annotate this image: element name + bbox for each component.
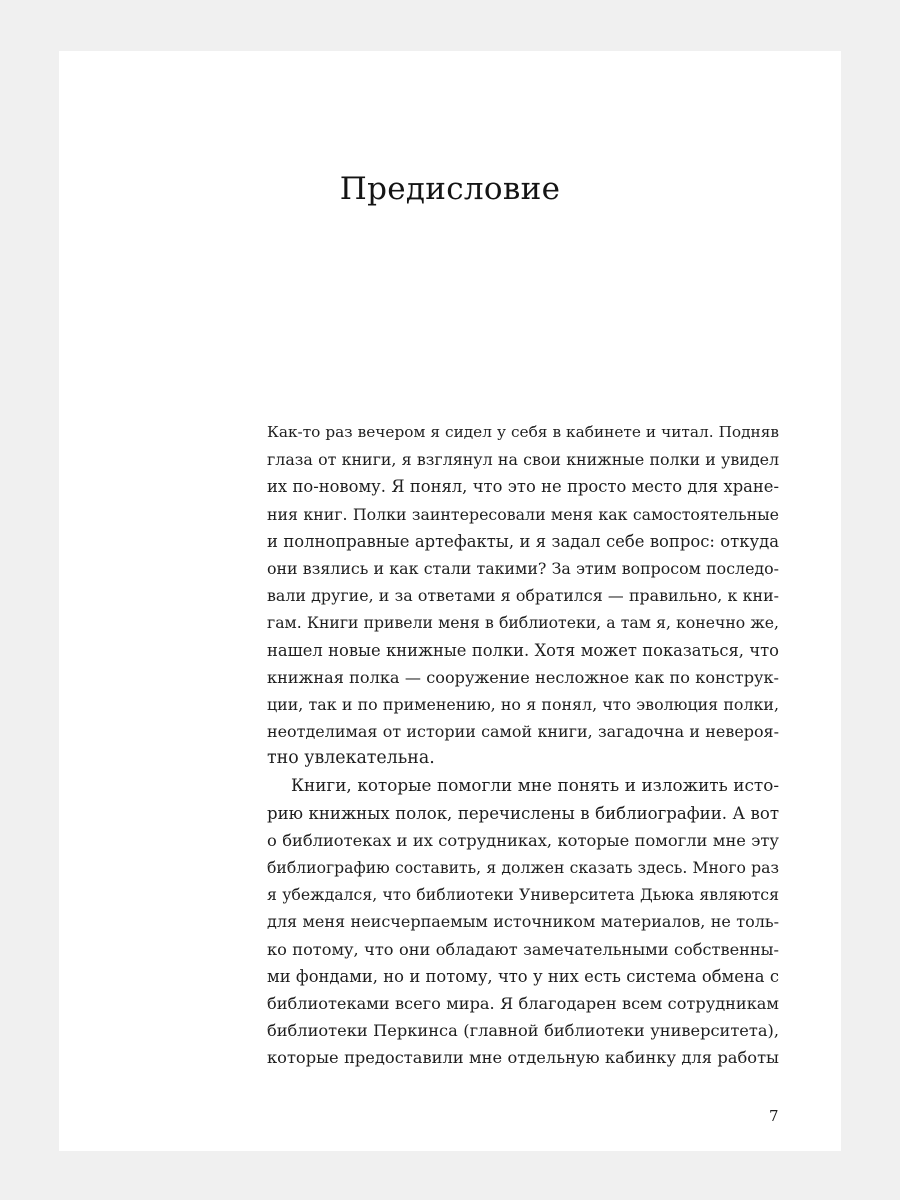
text-line: библиографию составить, я должен сказать здесь. Много раз	[267, 858, 779, 877]
text-line: неотделимая от истории самой книги, загадочна и невероя-	[267, 722, 779, 742]
text-line: библиотеки Перкинса (главной библиотеки университета),	[267, 1021, 779, 1041]
text-line: они взялись и как стали такими? За этим вопросом последо-	[267, 558, 779, 578]
book-page	[59, 51, 841, 1151]
text-line: я убеждался, что библиотеки Университета Дьюка являются	[267, 885, 779, 905]
text-line: глаза от книги, я взглянул на свои книжные полки и увидел	[267, 450, 779, 470]
text-line: которые предоставили мне отдельную кабинку для работы	[267, 1048, 779, 1068]
text-line: о библиотеках и их сотрудниках, которые помогли мне эту	[267, 830, 779, 850]
body-text	[267, 419, 779, 1072]
text-line: тно увлекательна.	[267, 748, 435, 769]
text-line: библиотеками всего мира. Я благодарен всем сотрудникам	[267, 993, 779, 1013]
text-line: ции, так и по применению, но я понял, что эволюция полки,	[267, 694, 779, 714]
text-line: Книги, которые помогли мне понять и изложить исто-	[291, 775, 779, 796]
paragraph-2	[267, 772, 779, 1071]
text-line: книжная полка — сооружение несложное как по конструк-	[267, 667, 779, 687]
text-line: нашел новые книжные полки. Хотя может показаться, что	[267, 640, 779, 660]
text-line: Как-то раз вечером я сидел у себя в кабинете и читал. Подняв	[267, 423, 779, 441]
paragraph-1	[267, 419, 779, 772]
text-line: ко потому, что они обладают замечательными собственны-	[267, 939, 779, 959]
text-line: ния книг. Полки заинтересовали меня как самостоятельные	[267, 504, 779, 524]
chapter-title: Предисловие	[339, 171, 561, 207]
page-number: 7	[769, 1107, 779, 1125]
text-line: гам. Книги привели меня в библиотеки, а там я, конечно же,	[267, 613, 779, 633]
text-line: ми фондами, но и потому, что у них есть система обмена с	[267, 966, 779, 986]
text-line: и полноправные артефакты, и я задал себе вопрос: откуда	[267, 531, 779, 551]
text-line: вали другие, и за ответами я обратился — правильно, к кни-	[267, 586, 779, 606]
text-line: для меня неисчерпаемым источником материалов, не толь-	[267, 912, 779, 932]
text-line: их по-новому. Я понял, что это не просто место для хране-	[267, 477, 779, 497]
text-line: рию книжных полок, перечислены в библиографии. А вот	[267, 803, 779, 823]
